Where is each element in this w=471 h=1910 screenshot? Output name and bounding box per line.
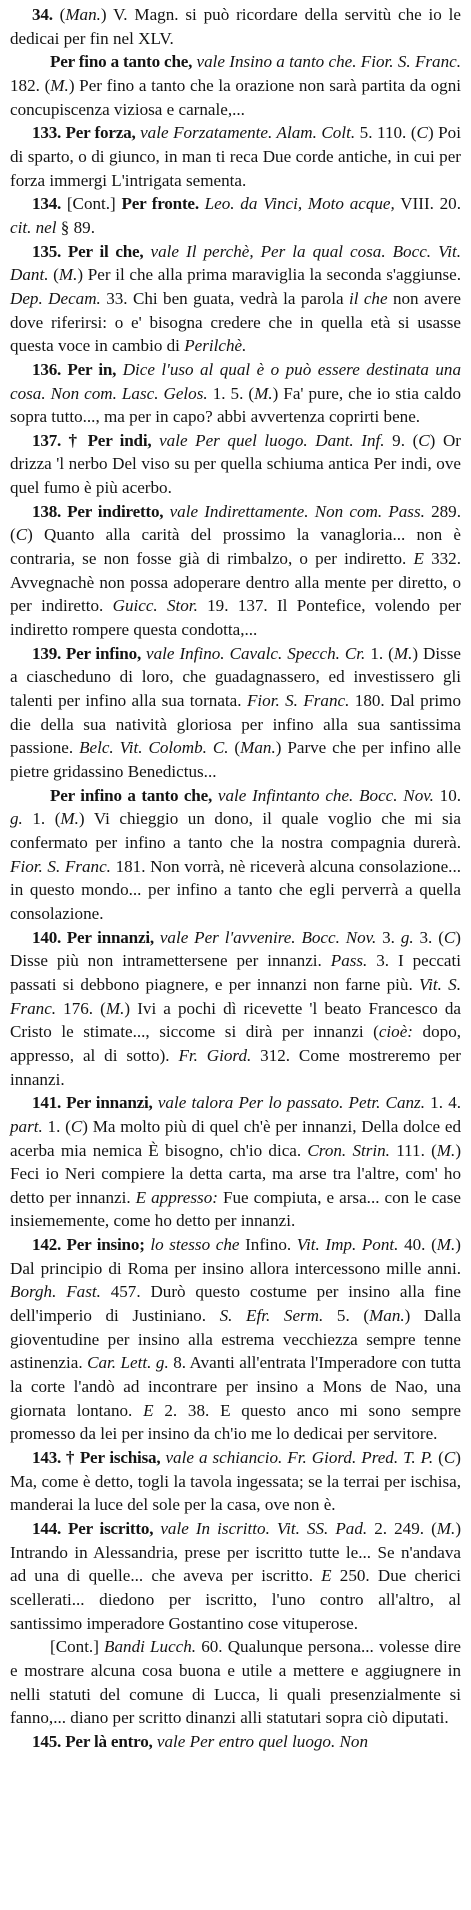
italic-text: Vit. S. Franc. — [10, 974, 461, 1018]
entry-text: 33. Chi ben guata, vedrà la parola — [100, 288, 349, 308]
source-marker: C — [70, 1116, 83, 1136]
entry-text: ( — [433, 1448, 444, 1468]
entry-text: 111. ( — [389, 1140, 437, 1160]
italic-text: Perilchè. — [184, 336, 247, 356]
entry-text: [Cont.] — [61, 194, 122, 214]
entry-text: ) Dalla gioventudine per insino alla estrema vecchiezza sempre tenne astinenzia. — [10, 1306, 461, 1373]
italic-text: Dep. Decam. — [10, 288, 101, 308]
source-marker: M. — [436, 1140, 456, 1160]
entry-text: VIII. 20. — [394, 194, 462, 214]
entry-text: ) Or drizza 'l nerbo Del viso su per quella schiuma antica Per indi, ove quel fumo è più acerbo. — [10, 430, 461, 498]
italic-text: Car. Lett. — [87, 1353, 152, 1373]
entry-text: ) Intrando in Alessandria, prese per iscritto tutte le... Se n'andava ad una di quelle... che aveva per iscritto. — [10, 1519, 462, 1586]
entry-text: ) Per il che alla prima maraviglia la seconda s'aggiunse. — [77, 265, 462, 285]
entry-headword: 34. — [32, 5, 53, 24]
italic-text: Dice l'uso al qual è o può essere destinata una cosa. Non com. Lasc. Gelos. — [10, 359, 461, 403]
source-marker: C — [416, 123, 428, 143]
italic-text: Bandi Lucch. — [104, 1637, 197, 1657]
italic-text: Belc. Vit. Colomb. C. — [79, 738, 229, 758]
entry-text: 5. ( — [323, 1306, 370, 1326]
italic-text: Vit. Imp. Pont. — [296, 1235, 399, 1255]
italic-text: vale Infino. Cavalc. Specch. Cr. — [141, 643, 366, 663]
entry-text: 250. Due cherici scellerati... diedono per iscritto, l'uno contro all'altro, al santissimo imperadore Gostantino cose vituperose. — [10, 1566, 461, 1633]
italic-text: cit. nel — [10, 217, 57, 237]
entry-text: 60. Qualunque persona... volesse dire e mostrare alcuna cosa buona e utile a mettere e aggiugnere in nelli statuti del comune di Lucca, li quali presenzialmente si fanno,... diano per scritto dinanzi alli statutari sopra ciò diputati. — [10, 1637, 461, 1728]
entry-text: ) Disse più non intramettersene per innanzi. — [10, 927, 461, 971]
entry-text: 5. 110. ( — [355, 123, 417, 143]
italic-text: g. — [400, 927, 414, 947]
entry-headword: 135. Per il che, — [32, 241, 144, 261]
italic-text: Fior. S. Franc. — [10, 856, 111, 876]
entry-text: ) Fa' pure, che io stia caldo sopra tutto..., ma per in capo? abbi avvertenza coprirti bene. — [10, 383, 462, 427]
entry — [10, 784, 461, 926]
italic-text: Cron. Strin. — [307, 1140, 390, 1160]
source-marker: M. — [436, 1235, 456, 1255]
source-marker: C — [15, 525, 28, 545]
entry-text: ) V. Magn. si può ricordare della servitù che io le dedicai per fin nel XLV. — [10, 5, 461, 48]
source-marker: C — [418, 430, 430, 450]
italic-text: part. — [10, 1116, 43, 1136]
entry-text: 1. ( — [22, 809, 61, 829]
italic-text: Fior. S. Franc. — [246, 691, 350, 711]
italic-text: E — [143, 1400, 154, 1420]
italic-text: Fr. Giord. — [178, 1045, 252, 1065]
entry-text: ) Parve che per infino alle pietre gridassino Benedictus... — [10, 738, 461, 781]
entry-text: 181. Non vorrà, nè riceverà alcuna consolazione... in questo mondo... per infino a tanto che egli perverrà a quella consolazione. — [10, 856, 461, 923]
entry — [10, 1635, 461, 1730]
entry-text: 19. 137. Il Pontefice, volendo per indiretto rompere questa condotta,... — [10, 596, 461, 640]
source-marker: C — [443, 927, 456, 947]
italic-text: E — [413, 549, 424, 569]
source-marker: M. — [436, 1519, 456, 1538]
entry-text: ) Disse a ciascheduno di loro, che guadagnassero, ed investissero gli talenti per infino alla sua tornata. — [10, 643, 462, 711]
entry-text: ) Dal principio di Roma per insino allora intercessono mille anni. — [10, 1235, 461, 1278]
entry — [10, 121, 461, 192]
entry-text: § 89. — [56, 217, 95, 237]
entry-text: ) Ma molto più di quel ch'è per innanzi, Della dolce ed acerba mia nemica È bisogno, ch'io dica. — [10, 1116, 462, 1160]
entry-text: 312. Come mostreremo per innanzi. — [10, 1045, 461, 1089]
italic-text: vale talora Per lo passato. Petr. Canz. — [152, 1093, 425, 1113]
entry-text: 176. ( — [56, 998, 106, 1018]
entry-text: 1. ( — [42, 1116, 71, 1136]
entry-text: 180. Dal primo die della sua natività gloriosa per infino alla sua santissima passione. — [10, 691, 462, 758]
entry-text: ) Per fino a tanto che la orazione non sarà partita da ogni concupiscenza viziosa e carnale,... — [10, 75, 461, 119]
italic-text: vale In iscritto. Vit. SS. Pad. — [153, 1519, 368, 1538]
italic-text: Pass. — [330, 951, 368, 971]
source-marker: M. — [50, 75, 69, 95]
italic-text: lo stesso che — [144, 1235, 240, 1255]
entry-text: 332. Avvegnachè non possa adoperare dentro alla mente per diretto, o per indiretto. — [10, 549, 462, 616]
entry — [10, 500, 461, 642]
italic-text: vale Per l'avvenire. Bocc. Nov. — [153, 927, 377, 947]
italic-text: vale Infintanto che. Bocc. Nov. — [212, 785, 434, 805]
entry — [10, 50, 461, 121]
entry-text: 3. I peccati passati si debbono piagnere, e per innanzi non farne più. — [10, 951, 461, 994]
source-marker: Man. — [65, 5, 101, 24]
entry-headword: 140. Per innanzi, — [32, 927, 154, 947]
italic-text: Borgh. Fast. — [10, 1282, 101, 1302]
source-marker: Man. — [240, 738, 276, 758]
italic-text: g. — [155, 1353, 169, 1373]
entry-text: 1. ( — [365, 643, 394, 663]
entry — [10, 1233, 461, 1446]
entry-text: 8. Avanti all'entrata l'Imperadore con tutta la corte l'andò ad incontrare per insino a Mons de Nao, una giornata lontano. — [10, 1353, 462, 1420]
entry — [10, 3, 461, 50]
italic-text: vale Forzatamente. Alam. Colt. — [135, 123, 356, 143]
entry — [10, 240, 461, 358]
italic-text: il che — [348, 288, 388, 308]
entry-text: ( — [52, 5, 66, 24]
entry-text: 2. 249. ( — [367, 1519, 437, 1538]
source-marker: M. — [254, 383, 273, 403]
entry-text: [Cont.] — [50, 1637, 105, 1657]
italic-text: vale Per quel luogo. Dant. Inf. — [151, 430, 385, 450]
italic-text: vale Indirettamente. Non com. Pass. — [163, 501, 425, 521]
entry — [10, 1730, 461, 1754]
italic-text: E appresso: — [135, 1187, 218, 1207]
entry-headword: 141. Per innanzi, — [32, 1093, 153, 1113]
entry-text: ) Quanto alla carità del prossimo la vanagloria... non è contraria, se non fosse già di rimbalzo, o per indiretto. — [10, 525, 461, 569]
source-marker: Man. — [369, 1306, 405, 1326]
source-marker: M. — [58, 265, 78, 285]
entry — [10, 1091, 461, 1233]
entry-headword: Per fronte. — [121, 194, 199, 214]
italic-text: g. — [10, 809, 23, 829]
entry-text: ( — [228, 738, 241, 758]
italic-text: S. Efr. Serm. — [219, 1306, 324, 1326]
entry-text: 40. ( — [398, 1235, 437, 1255]
entry-text: Fue compiuta, e arsa... con le case insiememente, come ho detto per innanzi. — [10, 1187, 461, 1231]
entry — [10, 429, 461, 500]
entry-text: ) Vi chieggio un dono, il quale voglio che mi sia confermato per infino a tanto che la nostra compagnia durerà. — [10, 809, 462, 852]
entry-headword: 142. Per insino; — [32, 1235, 145, 1255]
entry-text: 3. ( — [413, 927, 444, 947]
entry-headword: 139. Per infino, — [32, 643, 142, 663]
entry-text: 1. 5. ( — [207, 383, 255, 403]
entry-text: ( — [48, 265, 59, 285]
source-marker: M. — [105, 998, 125, 1018]
entry-text: 289. ( — [10, 501, 461, 545]
entry — [10, 926, 461, 1092]
entry-text: ) Ma, come è detto, togli la tavola ingessata; se la terrai per ischisa, manderai la luce del sole per la casa, ove non è. — [10, 1448, 461, 1515]
italic-text: vale Per entro quel luogo. Non — [152, 1731, 368, 1751]
entry-headword: 143. † Per ischisa, — [32, 1448, 161, 1468]
entry-headword: 134. — [32, 194, 62, 214]
entry-headword: 144. Per iscritto, — [32, 1519, 154, 1538]
entry-text: 182. ( — [10, 75, 51, 95]
entry-text: 3. — [376, 927, 401, 947]
entry — [10, 1517, 461, 1635]
entry — [10, 192, 461, 239]
entry-text: 1. 4. — [424, 1093, 462, 1113]
entry-headword: 133. Per forza, — [32, 123, 136, 143]
italic-text: Leo. da Vinci, Moto acque, — [198, 194, 395, 214]
entry-text: ) Ivi a pochi dì ricevette 'l beato Francesco da Cristo le stimate..., siccome si dirà per innanzi ( — [10, 998, 461, 1042]
entry-text: 9. ( — [384, 430, 419, 450]
entry-text: non avere dove riferirsi: o e' bisogna credere che in quella età si usasse questa voce in cambio di — [10, 288, 461, 356]
entry-text: 10. — [433, 785, 462, 805]
italic-text: vale a schiancio. Fr. Giord. Pred. T. P. — [160, 1448, 434, 1468]
entry-text: ) Feci io Neri compiere la detta carta, ma arse tra l'altre, com' ho detto per innanzi. — [10, 1140, 462, 1207]
source-marker: M. — [393, 643, 413, 663]
entry-text: ) Poi di sparto, o di giunco, in man ti reca Due corde antiche, in cui per forza immergi L'intrigata sementa. — [10, 123, 461, 190]
entry-text: Infino. — [239, 1235, 297, 1255]
entry-text: 457. Durò questo costume per insino alla fine dell'imperio di Justiniano. — [10, 1282, 461, 1326]
entry-headword: Per fino a tanto che, — [50, 52, 193, 72]
entry-headword: Per infino a tanto che, — [50, 785, 213, 805]
entry — [10, 358, 461, 429]
italic-text: cioè: — [378, 1022, 413, 1042]
italic-text: vale Il perchè, Per la qual cosa. Bocc. Vit. Dant. — [10, 241, 462, 285]
entry — [10, 1446, 461, 1517]
italic-text: E — [321, 1566, 332, 1586]
source-marker: C — [443, 1448, 456, 1468]
entry-text: dopo, appresso, al di sotto). — [10, 1022, 462, 1065]
entry-headword: 138. Per indiretto, — [32, 501, 164, 521]
entry-headword: 145. Per là entro, — [32, 1731, 153, 1751]
italic-text: Guicc. Stor. — [112, 596, 198, 616]
entry-text: 2. 38. E questo anco mi sono sempre promesso da lei per insino da ch'io me lo dedicai per servitore. — [10, 1400, 461, 1444]
entry-headword: 137. † Per indi, — [32, 430, 152, 450]
entry-headword: 136. Per in, — [32, 359, 117, 379]
source-marker: M. — [60, 809, 79, 829]
entry — [10, 642, 461, 784]
italic-text: vale Insino a tanto che. Fior. S. Franc. — [192, 52, 461, 72]
